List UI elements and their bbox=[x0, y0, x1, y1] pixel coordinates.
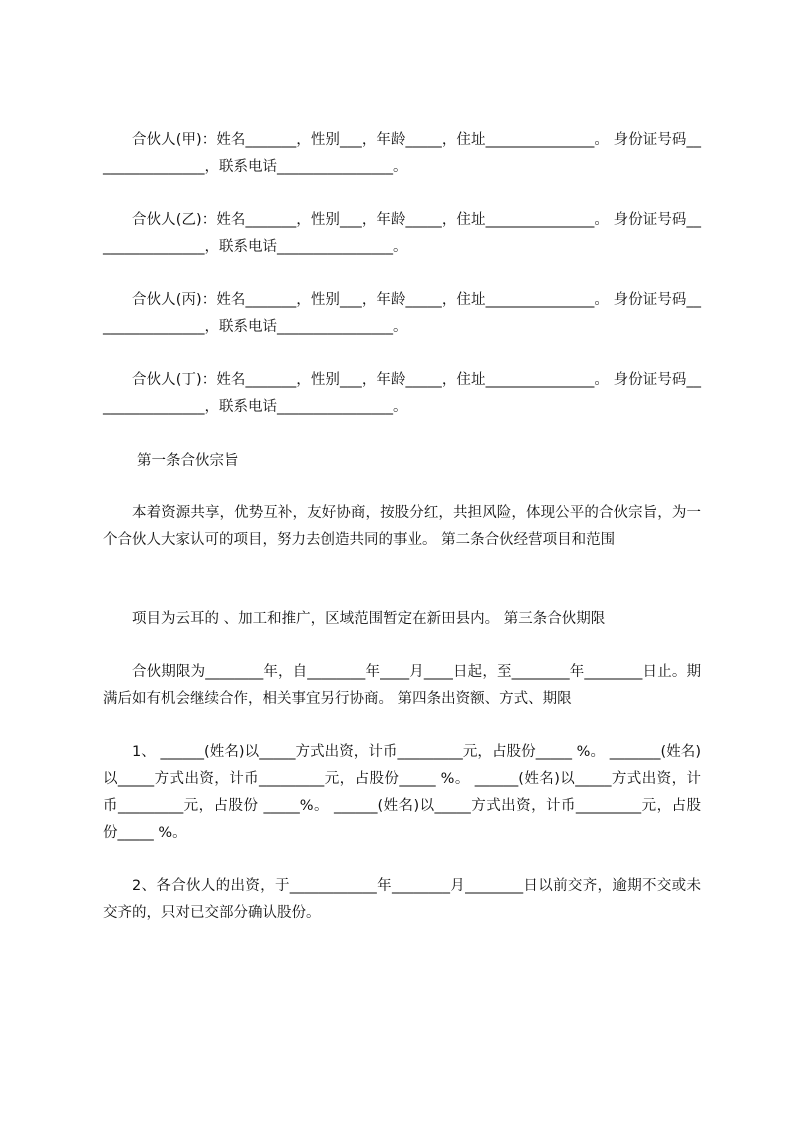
partner-c-info: 合伙人(丙)：姓名_______，性别___，年龄_____，住址_______________。 身份证号码________________，联系电话________________。 bbox=[103, 292, 701, 335]
partner-a-info: 合伙人(甲)：姓名_______，性别___，年龄_____，住址_______________。 身份证号码________________，联系电话________________。 bbox=[103, 132, 701, 175]
capital-contribution-1: 1、 ______(姓名)以_____方式出资，计币_________元，占股份_____ %。 _______(姓名)以_____方式出资，计币_________元，占股份_____ %。 ______(姓名)以_____方式出资，计币_________元，占股份 _____%。 ______(姓名)以_____方式出资，计币_________元，占股份_____ %。 bbox=[103, 744, 701, 841]
partnership-term: 合伙期限为________年，自________年____月____日起，至________年________日止。期满后如有机会继续合作，相关事宜另行协商。 第四条出资额、方式、期限 bbox=[103, 664, 701, 707]
partner-b-info: 合伙人(乙)：姓名_______，性别___，年龄_____，住址_______________。 身份证号码________________，联系电话________________。 bbox=[103, 212, 701, 255]
article-1-title: 第一条合伙宗旨 bbox=[137, 453, 239, 469]
partner-d-info: 合伙人(丁)：姓名_______，性别___，年龄_____，住址_______________。 身份证号码________________，联系电话________________。 bbox=[103, 372, 701, 415]
project-scope: 项目为云耳的 、加工和推广，区域范围暂定在新田县内。 第三条合伙期限 bbox=[132, 611, 606, 627]
partnership-purpose: 本着资源共享，优势互补，友好协商，按股分红，共担风险，体现公平的合伙宗旨，为一个合伙人大家认可的项目，努力去创造共同的事业。 第二条合伙经营项目和范围 bbox=[103, 505, 701, 548]
capital-contribution-2: 2、各合伙人的出资，于____________年________月________日以前交齐，逾期不交或未交齐的，只对已交部分确认股份。 bbox=[103, 878, 701, 921]
